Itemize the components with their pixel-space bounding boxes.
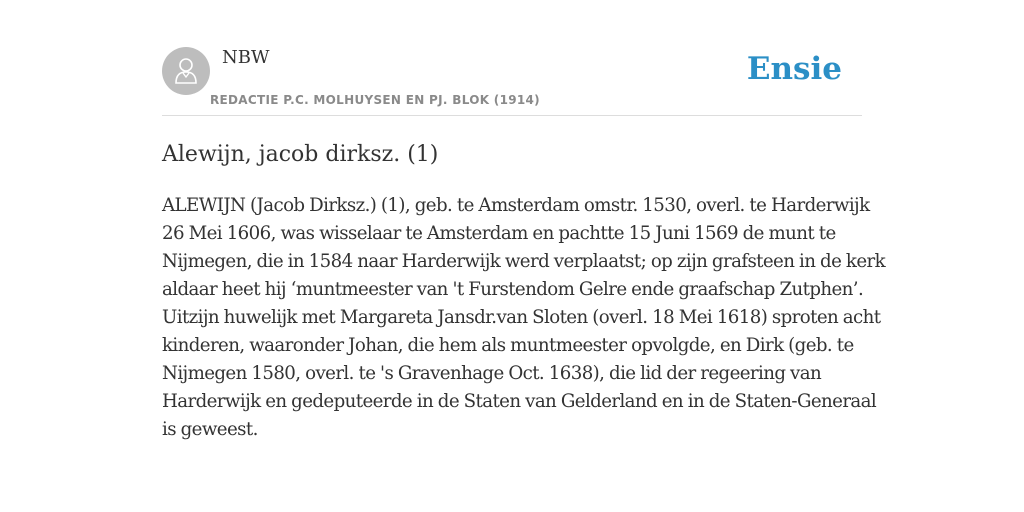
article-body — [162, 192, 886, 444]
article-line: 26 Mei 1606, was wisselaar te Amsterdam en pachtte 15 Juni 1569 de munt te — [162, 223, 836, 244]
article-line: Nijmegen 1580, overl. te 's Gravenhage Oct. 1638), die lid der regeering van — [162, 363, 822, 384]
header-divider — [162, 115, 862, 116]
ensie-logo[interactable]: Ensie — [746, 51, 842, 87]
page-title: Alewijn, jacob dirksz. (1) — [162, 142, 439, 167]
article-line: Harderwijk en gedeputeerde in de Staten van Gelderland en in de Staten-Generaal — [162, 391, 877, 412]
article-line: is geweest. — [162, 419, 258, 440]
article-line: ALEWIJN (Jacob Dirksz.) (1), geb. te Amsterdam omstr. 1530, overl. te Harderwijk — [162, 195, 870, 216]
article-line: aldaar heet hij ‘muntmeester van 't Furstendom Gelre ende graafschap Zutphen’. — [162, 279, 864, 300]
article-line: Uitzijn huwelijk met Margareta Jansdr.van Sloten (overl. 18 Mei 1618) sproten acht — [162, 307, 881, 328]
author-avatar[interactable] — [162, 47, 210, 95]
article-line: kinderen, waaronder Johan, die hem als muntmeester opvolgde, en Dirk (geb. te — [162, 335, 854, 356]
user-icon — [173, 56, 199, 86]
author-name[interactable]: NBW — [222, 47, 270, 68]
article-line: Nijmegen, die in 1584 naar Harderwijk werd verplaatst; op zijn grafsteen in de kerk — [162, 251, 886, 272]
author-editors: REDACTIE P.C. MOLHUYSEN EN PJ. BLOK (1914) — [210, 93, 540, 107]
